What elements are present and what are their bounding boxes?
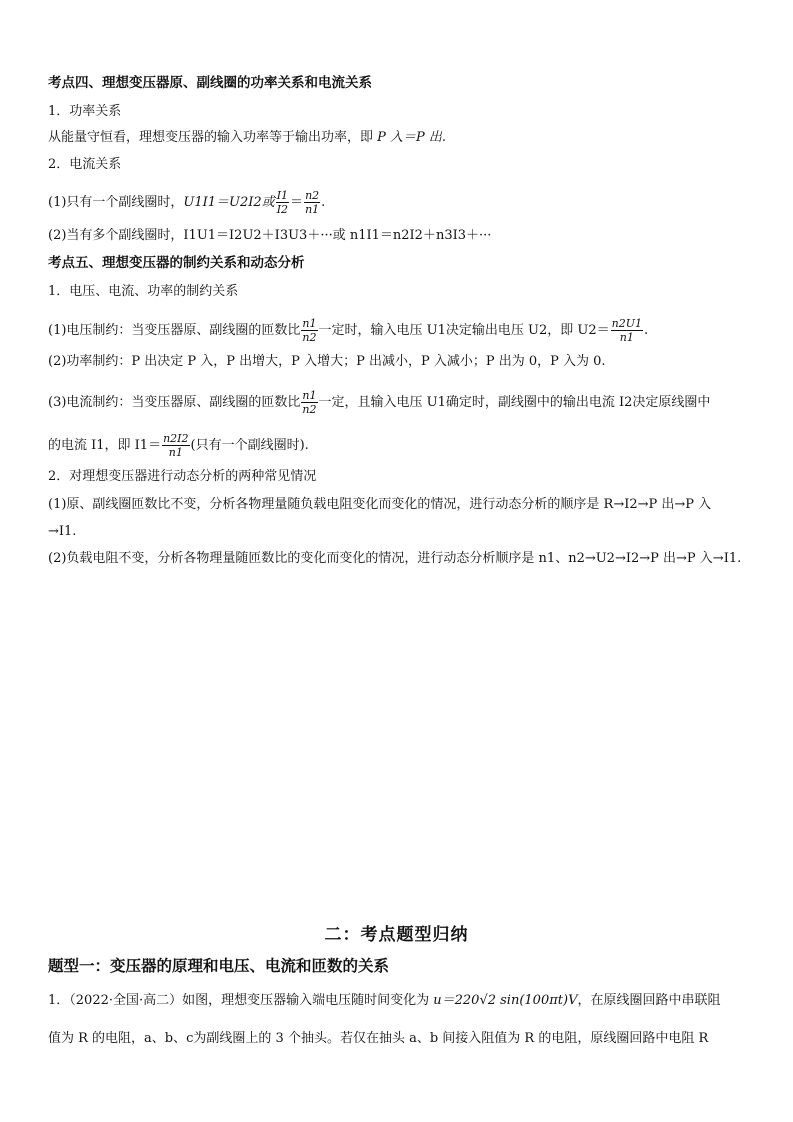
fraction-i1-i2 [276,189,289,216]
current-text: (3)电流制约：当变压器原、副线圈的匝数比 [48,395,301,410]
frac-num: I1 [276,189,289,202]
question1-line2: 值为 R 的电阻，a、b、c为副线圈上的 3 个抽头。若仅在抽头 a、b 间接入阻值为 R 的电阻，原线圈回路中电阻 R [48,1031,709,1046]
frac-den: n1 [305,203,320,216]
type1-heading: 题型一：变压器的原理和电压、电流和匝数的关系 [48,956,390,975]
fraction-n1-n2 [301,317,317,344]
kp5-heading1: 1．电压、电流、功率的制约关系 [48,284,239,299]
frac-num: n2 [305,189,320,202]
frac-num: n1 [302,317,317,330]
voltage-mid: 一定时，输入电压 U1决定输出电压 U2，即 U2＝ [318,323,610,338]
kp5-heading2: 2．对理想变压器进行动态分析的两种常见情况 [48,469,317,484]
frac-den: I2 [276,203,289,216]
kp5-title: 考点五、理想变压器的制约关系和动态分析 [48,255,305,271]
fraction-n2i2-n1 [162,432,189,459]
kp4-title: 考点四、理想变压器原、副线圈的功率关系和电流关系 [48,75,372,91]
fraction-n2u1-n1 [611,317,643,344]
voltage-text: (1)电压制约：当变压器原、副线圈的匝数比 [48,323,301,338]
current-line2-text: 的电流 I1，即 I1＝ [48,438,162,453]
period: . [643,323,649,338]
current-one-text: (1)只有一个副线圈时， [48,195,184,210]
kp4-current-heading: 2．电流关系 [48,157,122,172]
part2-title: 二：考点题型归纳 [324,925,469,945]
power-formula: P 入＝P 出. [377,130,447,145]
q1-text: 1．（2022·全国·高二）如图，理想变压器输入端电压随时间变化为 [48,993,434,1008]
kp5-voltage [48,317,753,344]
kp4-current-many: (2)当有多个副线圈时，I1U1＝I2U2＋I3U3＋···或 n1I1＝n2I2＋n3I3＋··· [48,228,492,243]
question1-line1 [48,992,753,1010]
kp4-power-heading: 1．功率关系 [48,104,122,119]
kp5-current [48,389,753,416]
kp5-current-line2 [48,432,753,459]
period: . [321,195,326,210]
frac-den: n1 [168,446,183,459]
frac-num: n2U1 [611,317,642,330]
q1-text-post: ，在原线圈回路中串联阻 [577,993,721,1008]
frac-num: n2I2 [163,432,189,445]
current-one-formula: U1I1＝U2I2或 [183,195,275,210]
current-mid: 一定，且输入电压 U1确定时，副线圈中的输出电流 I2决定原线圈中 [318,395,711,410]
kp5-power: (2)功率制约：P 出决定 P 入，P 出增大，P 入增大；P 出减小，P 入减小；P 出为 0，P 入为 0. [48,354,606,369]
kp5-case1: (1)原、副线圈匝数比不变，分析各物理量随负载电阻变化而变化的情况，进行动态分析的顺序是 R→I2→P 出→P 入 [48,497,712,512]
kp5-case2: (2)负载电阻不变，分析各物理量随匝数比的变化而变化的情况，进行动态分析顺序是 n1、n2→U2→I2→P 出→P 入→I1. [48,551,742,566]
kp4-power-text [48,129,753,147]
frac-den: n1 [619,331,634,344]
power-text: 从能量守恒看，理想变压器的输入功率等于输出功率，即 [48,130,378,145]
fraction-n2-n1 [304,189,320,216]
current-line2-end: (只有一个副线圈时). [190,438,309,453]
frac-den: n2 [302,331,317,344]
fraction-n1-n2 [301,389,317,416]
equals-sign: ＝ [290,195,304,210]
frac-num: n1 [302,389,317,402]
frac-den: n2 [302,403,317,416]
kp4-current-one [48,189,753,216]
q1-formula: u＝220√2 sin(100πt)V [433,993,578,1008]
kp5-case1-cont: →I1. [48,524,77,539]
